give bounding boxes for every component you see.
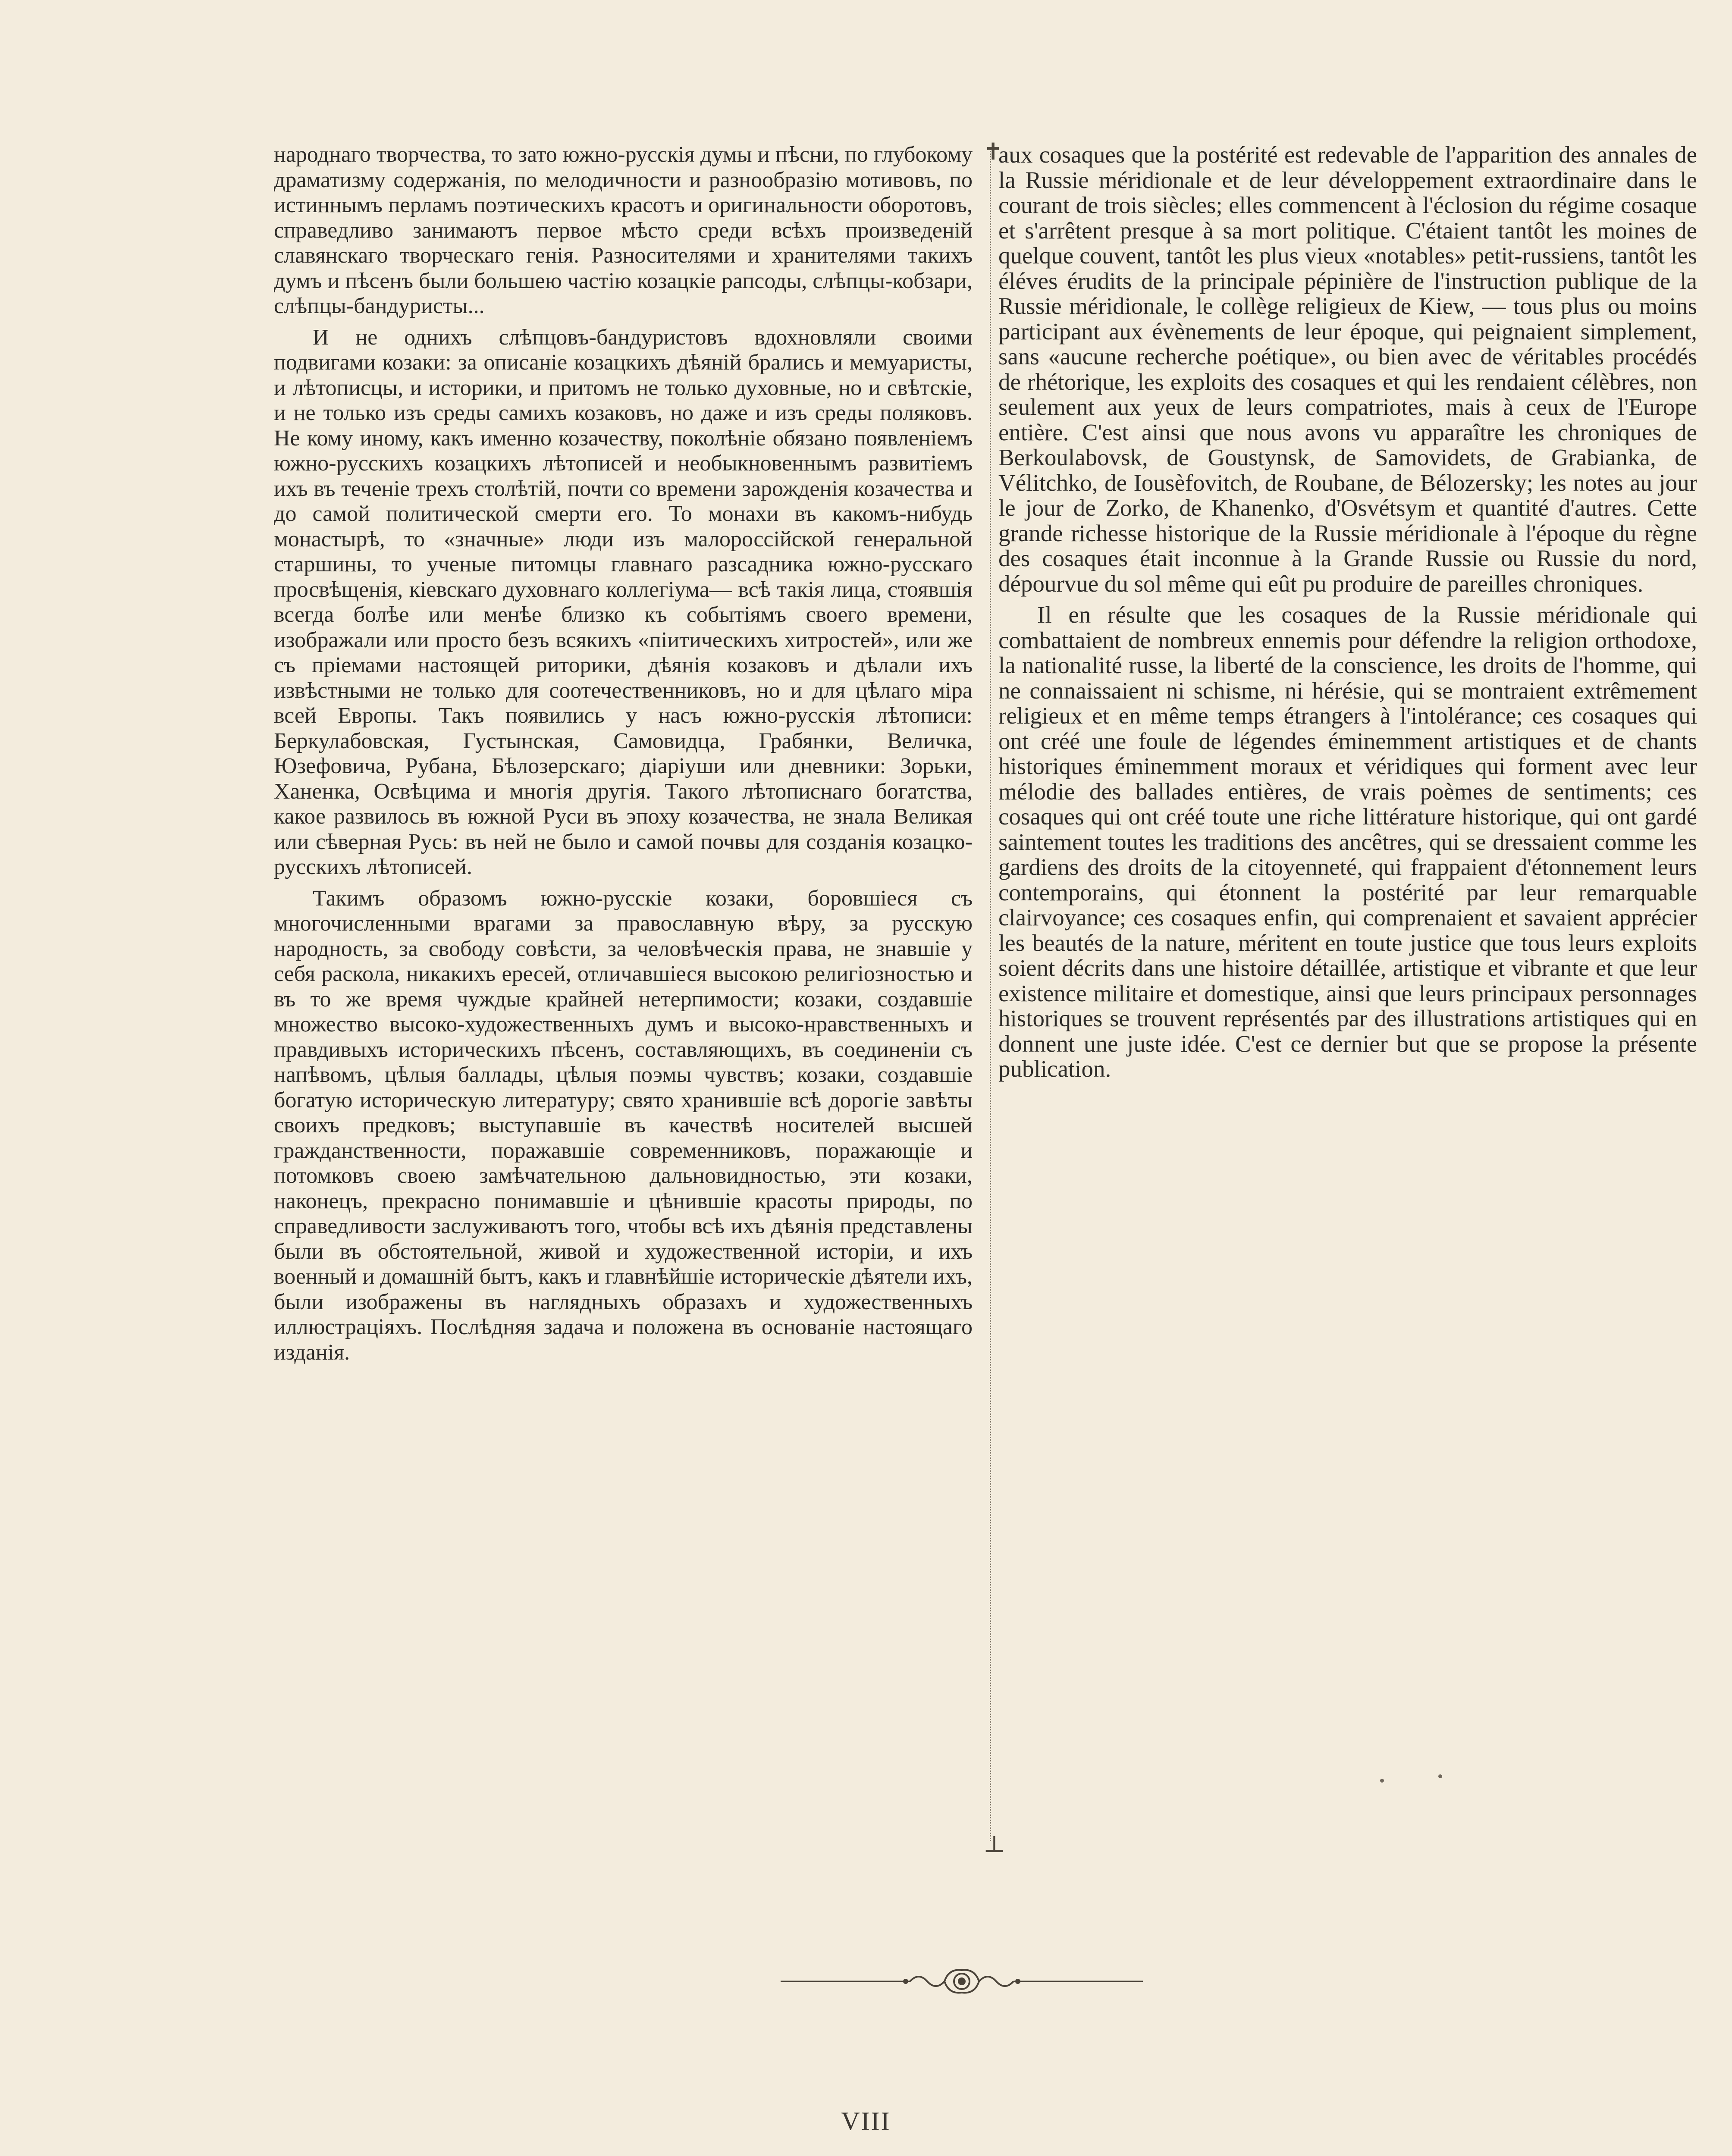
paragraph: народнаго творчества, то зато южно-русскія думы и пѣсни, по глубокому драматизму содержанія, по мелодичности и разнообразію мотивовъ, по истиннымъ перламъ поэтическихъ красотъ и оригинальности оборотовъ, справедливо занимаютъ первое мѣсто среди всѣхъ произведеній славянскаго творческаго генія. Разносителями и хранителями такихъ думъ и пѣсенъ были большею частію козацкіе рапсоды, слѣпцы-кобзари, слѣпцы-бандуристы...: [274, 142, 973, 318]
paper-speck: [1380, 1779, 1384, 1783]
divider-cross-top: ✝: [983, 139, 1003, 165]
paragraph: И не однихъ слѣпцовъ-бандуристовъ вдохновляли своими подвигами козаки: за описаніе козацкихъ дѣяній брались и мемуаристы, и лѣтописцы, и историки, и притомъ не только духовные, но и свѣтскіе, и не только изъ среды самихъ козаковъ, но даже и изъ среды поляковъ. Не кому иному, какъ именно козачеству, поколѣніе обязано появленіемъ южно-русскихъ козацкихъ лѣтописей и необыкновеннымъ развитіемъ ихъ въ теченіе трехъ столѣтій, почти со времени зарожденія козачества и до самой политической смерти его. То монахи въ какомъ-нибудь монастырѣ, то «значные» люди изъ малороссійской генеральной старшины, то ученые питомцы главнаго разсадника южно-русскаго просвѣщенія, кіевскаго духовнаго коллегіума— всѣ такія лица, стоявшія всегда болѣе или менѣе близко къ событіямъ своего времени, изображали или просто безъ всякихъ «піитическихъ хитростей», или же съ пріемами настоящей риторики, дѣянія козаковъ и дѣлали ихъ извѣстными не только для соотечественниковъ, но и для цѣлаго міра всей Европы. Такъ появились у насъ южно-русскія лѣтописи: Беркулабовская, Густынская, Самовидца, Грабянки, Величка, Юзефовича, Рубана, Бѣлозерскаго; діаріуши или дневники: Зорьки, Ханенка, Освѣцима и многія другія. Такого лѣтописнаго богатства, какое развилось въ южной Руси въ эпоху козачества, не знала Великая или сѣверная Русь: въ ней не было и самой почвы для созданія козацко-русскихъ лѣтописей.: [274, 325, 973, 879]
paragraph: Такимъ образомъ южно-русскіе козаки, боровшіеся съ многочисленными врагами за православную вѣру, за русскую народность, за свободу совѣсти, за человѣческія права, не знавшіе у себя раскола, никакихъ ересей, отличавшіеся высокою религіозностью и въ то же время чуждые крайней нетерпимости; козаки, создавшіе множество высоко-художественныхъ думъ и высоко-нравственныхъ и правдивыхъ историческихъ пѣсенъ, составляющихъ, въ соединеніи съ напѣвомъ, цѣлыя баллады, цѣлыя поэмы чувствъ; козаки, создавшіе богатую историческую литературу; свято хранившіе всѣ дорогіе завѣты своихъ предковъ; выступавшіе въ качествѣ носителей высшей гражданственности, поражавшіе современниковъ, поражающіе и потомковъ своею замѣчательною дальновидностью, эти козаки, наконецъ, прекрасно понимавшіе и цѣнившіе красоты природы, по справедливости заслуживаютъ того, чтобы всѣ ихъ дѣянія представлены были въ обстоятельной, живой и художественной исторіи, и ихъ военный и домашній бытъ, какъ и главнѣйшіе историческіе дѣятели ихъ, были изображены въ наглядныхъ образахъ и художественныхъ иллюстраціяхъ. Послѣдняя задача и положена въ основаніе настоящаго изданія.: [274, 886, 973, 1365]
paragraph: Il en résulte que les cosaques de la Russie méridionale qui combattaient de nombreux ennemis pour défendre la religion orthodoxe, la nationalité russe, la liberté de la conscience, les droits de l'homme, qui ne connaissaient ni schisme, ni hérésie, qui se montraient extrêmement religieux et en même temps étrangers à l'intolérance; ces cosaques qui ont créé une foule de légendes éminemment artistiques et de chants historiques éminemment moraux et véridiques qui forment avec leur mélodie des ballades entières, de vrais poèmes de sentiments; ces cosaques qui ont créé toute une riche littérature historique, qui ont gardé saintement toutes les traditions des ancêtres, qui se dressaient comme les gardiens des droits de la citoyenneté, qui frappaient d'étonnement leurs contemporains, qui étonnent la postérité par leur remarquable clairvoyance; ces cosaques enfin, qui comprenaient et savaient apprécier les beautés de la nature, méritent en toute justice que tous leurs exploits soient décrits dans une histoire détaillée, artistique et vibrante et que leur existence militaire et domestique, ainsi que leurs principaux personnages historiques se trouvent représentés par des illustrations artistiques qui en donnent une juste idée. C'est ce dernier but que se propose la présente publication.: [998, 602, 1697, 1082]
paper-speck: [1438, 1774, 1442, 1778]
ornament-divider-icon: [781, 1964, 1143, 1999]
column-french: [998, 142, 1697, 1082]
paragraph: aux cosaques que la postérité est redevable de l'apparition des annales de la Russie méridionale et de leur développement extraordinaire dans le courant de trois siècles; elles commencent à l'éclosion du régime cosaque et s'arrêtent presque à sa mort politique. C'étaient tantôt les moines de quelque couvent, tantôt les plus vieux «notables» petit-russiens, tantôt les éléves érudits de la principale pépinière de l'instruction publique de la Russie méridionale, le collège religieux de Kiew, — tous plus ou moins participant aux évènements de leur époque, qui peignaient simplement, sans «aucune recherche poétique», ou bien avec de véritables procédés de rhétorique, les exploits des cosaques et qui les rendaient célèbres, non seulement aux yeux de leurs compatriotes, mais à ceux de l'Europe entière. C'est ainsi que nous avons vu apparaître les chroniques de Berkoulabovsk, de Goustynsk, de Samovidets, de Grabianka, de Vélitchko, de Iousèfovitch, de Roubane, de Bélozersky; les notes au jour le jour de Zorko, de Khanenko, d'Osvétsym et quantité d'autres. Cette grande richesse historique de la Russie méridionale à l'époque du règne des cosaques était inconnue à la Grande Russie ou Russie du nord, dépourvue du sol même qui eût pu produire de pareilles chroniques.: [998, 141, 1697, 597]
page-number: VIII: [841, 2107, 891, 2135]
column-divider: [990, 149, 991, 1841]
divider-cross-bottom: ⊥: [983, 1831, 1005, 1857]
column-russian: [274, 142, 973, 1365]
